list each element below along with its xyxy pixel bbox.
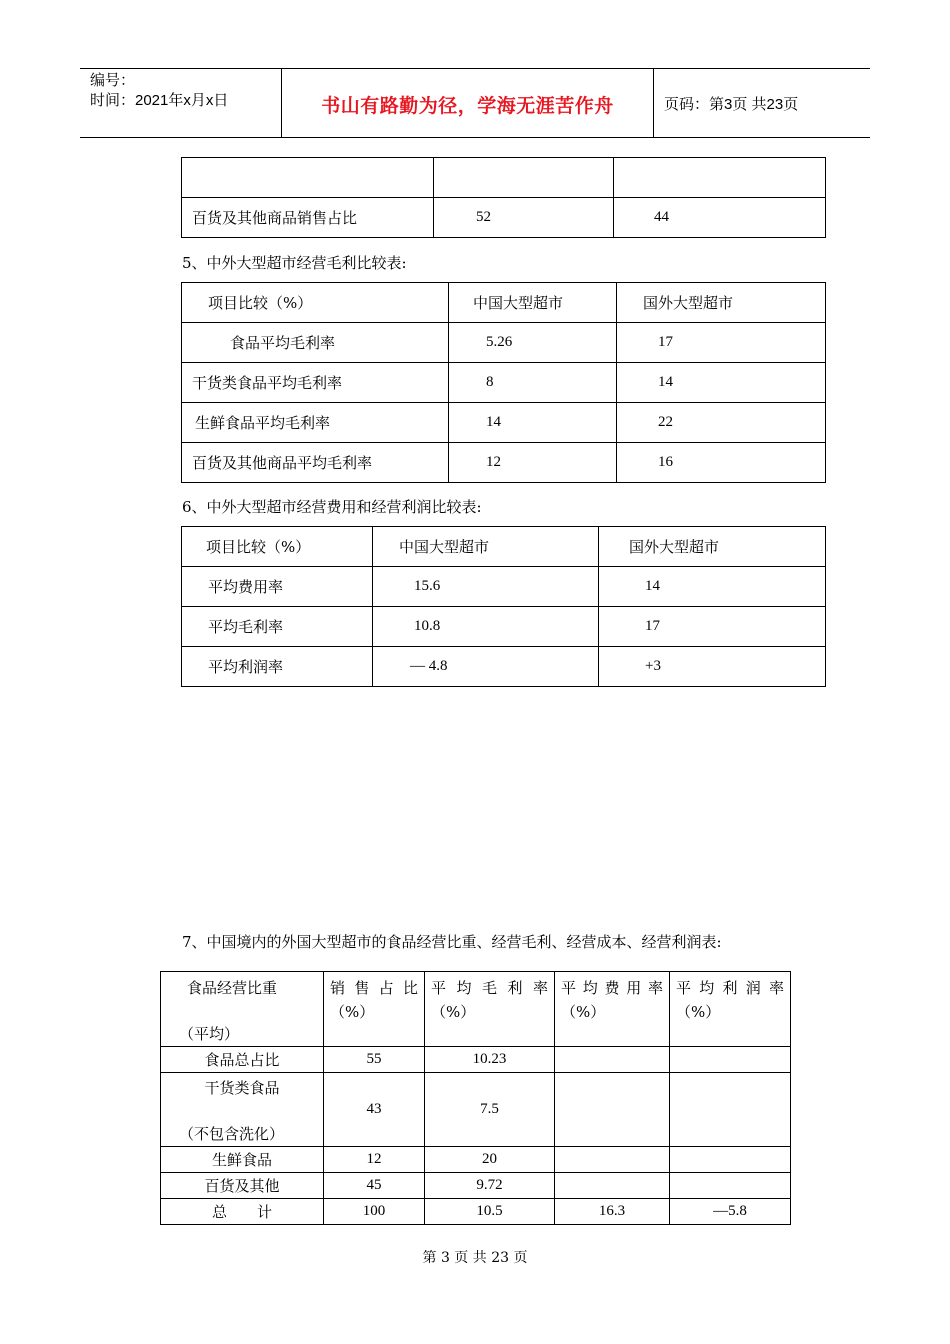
table-header-row xyxy=(182,283,826,323)
table-header-cell xyxy=(555,972,670,1047)
table-cell: 5.26 xyxy=(449,323,617,363)
table-cell: 15.6 xyxy=(373,567,599,607)
page-footer: 第 3 页 共 23 页 xyxy=(422,1250,528,1266)
table-row xyxy=(161,1173,791,1199)
table-cell: 20 xyxy=(425,1147,555,1173)
table-cell xyxy=(555,1173,670,1199)
table-cell: 百货及其他 xyxy=(161,1173,324,1199)
table-row xyxy=(182,198,826,238)
table-cell: 14 xyxy=(599,567,826,607)
table-cell xyxy=(555,1147,670,1173)
table-cell xyxy=(670,1073,791,1147)
table-cell: 百货及其他商品平均毛利率 xyxy=(182,443,449,483)
header-line: 平均费用率 xyxy=(561,979,663,997)
table-cell: 12 xyxy=(324,1147,425,1173)
table-cell: 10.5 xyxy=(425,1199,555,1225)
table-header-row xyxy=(161,972,791,1047)
header-line: （平均） xyxy=(179,1025,240,1043)
table-row xyxy=(182,647,826,687)
table-header-cell xyxy=(425,972,555,1047)
table-cell: 43 xyxy=(324,1073,425,1147)
table-cell xyxy=(555,1047,670,1073)
table-row xyxy=(161,1047,791,1073)
table-cell: 12 xyxy=(449,443,617,483)
table-header-cell xyxy=(161,972,324,1047)
expense-profit-table xyxy=(181,526,826,687)
table-header-cell xyxy=(670,972,791,1047)
food-operation-table xyxy=(160,971,791,1225)
table-cell: 食品平均毛利率 xyxy=(182,323,449,363)
table-cell: —5.8 xyxy=(670,1199,791,1225)
table-cell: 10.23 xyxy=(425,1047,555,1073)
document-number-label: 编号： xyxy=(90,72,136,89)
section7-caption: 7、中国境内的外国大型超市的食品经营比重、经营毛利、经营成本、经营利润表: xyxy=(182,933,722,951)
table-cell: 平均毛利率 xyxy=(182,607,373,647)
table-cell: 14 xyxy=(617,363,826,403)
table-header-cell: 项目比较（%） xyxy=(182,527,373,567)
table-row xyxy=(182,607,826,647)
table-cell: 平均利润率 xyxy=(182,647,373,687)
table-header-cell: 中国大型超市 xyxy=(449,283,617,323)
table-cell: — 4.8 xyxy=(373,647,599,687)
header-motto: 书山有路勤为径，学海无涯苦作舟 xyxy=(321,95,614,117)
table-row xyxy=(182,363,826,403)
table-cell: 14 xyxy=(449,403,617,443)
section6-caption: 6、中外大型超市经营费用和经营利润比较表: xyxy=(182,498,482,516)
header-line: （%） xyxy=(676,1003,721,1021)
table-cell xyxy=(555,1073,670,1147)
table-cell: 55 xyxy=(324,1047,425,1073)
header-line: 食品经营比重 xyxy=(187,979,278,997)
gross-margin-table xyxy=(181,282,826,483)
table-row xyxy=(182,443,826,483)
table-cell: 10.8 xyxy=(373,607,599,647)
table-cell: 平均费用率 xyxy=(182,567,373,607)
table-header-cell: 国外大型超市 xyxy=(617,283,826,323)
table-cell: 52 xyxy=(434,198,614,238)
table-row xyxy=(182,403,826,443)
table-header-row xyxy=(182,527,826,567)
table-cell: 16.3 xyxy=(555,1199,670,1225)
document-time-label: 时间：2021年x月x日 xyxy=(90,92,229,109)
table-cell: 生鲜食品平均毛利率 xyxy=(182,403,449,443)
page-header xyxy=(80,68,870,138)
table-cell: 22 xyxy=(617,403,826,443)
table-cell xyxy=(670,1147,791,1173)
table-cell xyxy=(182,158,434,198)
table-row xyxy=(161,1073,791,1147)
table-row xyxy=(182,323,826,363)
table-header-cell: 项目比较（%） xyxy=(182,283,449,323)
table-continuation xyxy=(181,157,826,238)
header-line: （%） xyxy=(431,1003,476,1021)
section5-caption: 5、中外大型超市经营毛利比较表: xyxy=(182,254,407,272)
table-cell: 生鲜食品 xyxy=(161,1147,324,1173)
header-line: （%） xyxy=(561,1003,606,1021)
table-cell: 干货类食品平均毛利率 xyxy=(182,363,449,403)
header-line: 平均利润率 xyxy=(676,979,784,997)
table-cell: 44 xyxy=(614,198,826,238)
header-line: （%） xyxy=(330,1003,375,1021)
table-cell xyxy=(670,1173,791,1199)
table-header-cell xyxy=(324,972,425,1047)
table-cell: 17 xyxy=(617,323,826,363)
table-header-cell: 国外大型超市 xyxy=(599,527,826,567)
table-cell: 7.5 xyxy=(425,1073,555,1147)
table-cell: 总 计 xyxy=(161,1199,324,1225)
table-cell: 100 xyxy=(324,1199,425,1225)
table-cell: 16 xyxy=(617,443,826,483)
header-line: 销售占比 xyxy=(330,979,418,997)
table-cell: 45 xyxy=(324,1173,425,1199)
header-left xyxy=(90,71,228,111)
table-cell xyxy=(614,158,826,198)
table-header-cell: 中国大型超市 xyxy=(373,527,599,567)
table-cell: 食品总占比 xyxy=(161,1047,324,1073)
table-cell: 9.72 xyxy=(425,1173,555,1199)
table-cell xyxy=(670,1047,791,1073)
table-row xyxy=(161,1147,791,1173)
row-label-line: （不包含洗化） xyxy=(179,1125,285,1143)
header-line: 平均毛利率 xyxy=(431,979,548,997)
table-cell: 百货及其他商品销售占比 xyxy=(182,198,434,238)
table-cell: 8 xyxy=(449,363,617,403)
table-cell: +3 xyxy=(599,647,826,687)
table-cell xyxy=(161,1073,324,1147)
table-row xyxy=(182,158,826,198)
table-cell xyxy=(434,158,614,198)
row-label-line: 干货类食品 xyxy=(204,1079,280,1097)
table-cell: 17 xyxy=(599,607,826,647)
table-row xyxy=(182,567,826,607)
table-total-row xyxy=(161,1199,791,1225)
header-page-label: 页码：第3页 共23页 xyxy=(664,96,799,113)
